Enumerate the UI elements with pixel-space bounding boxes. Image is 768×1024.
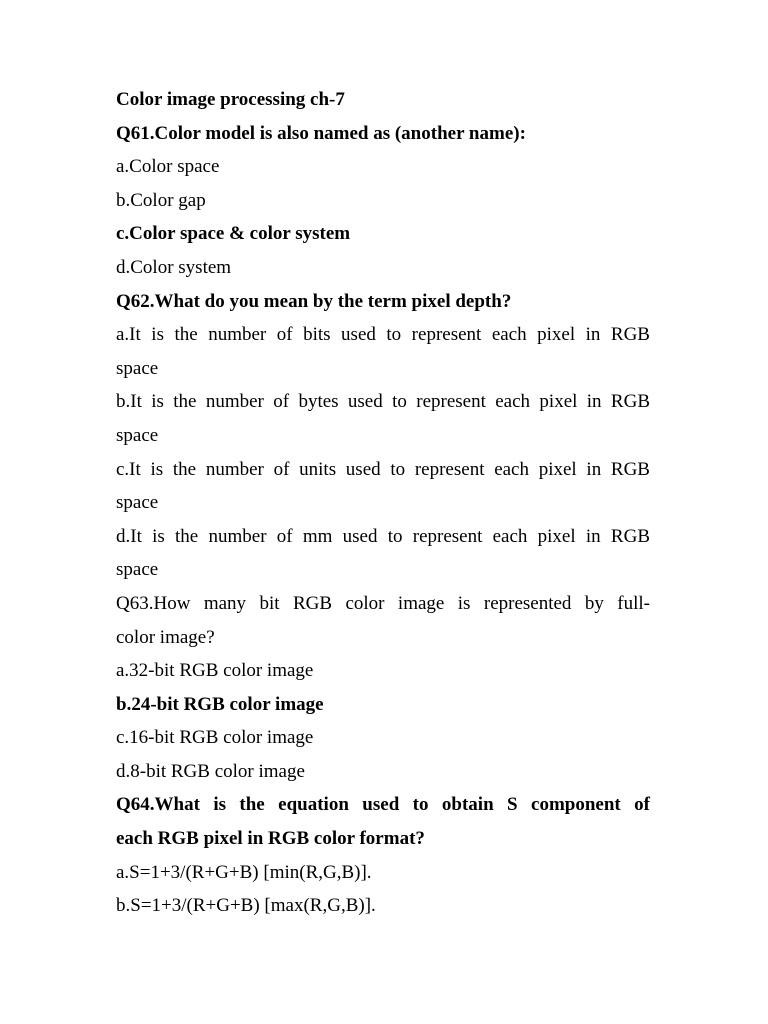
page-heading: Color image processing ch-7	[116, 89, 345, 110]
question-63-continued: color image?	[116, 626, 215, 648]
q63-option-a: a.32-bit RGB color image	[116, 660, 314, 682]
q62-option-c-continued: space	[116, 492, 159, 514]
q61-option-c-answer: c.Color space & color system	[116, 223, 351, 245]
q61-option-b: b.Color gap	[116, 189, 206, 211]
document-page	[116, 83, 650, 923]
question-63: Q63.How many bit RGB color image is represented by full-	[116, 592, 650, 614]
question-62: Q62.What do you mean by the term pixel depth?	[116, 290, 512, 312]
q62-option-b: b.It is the number of bytes used to represent each pixel in RGB	[116, 391, 650, 413]
question-64-continued: each RGB pixel in RGB color format?	[116, 828, 425, 850]
q61-option-a: a.Color space	[116, 156, 220, 178]
q61-option-d: d.Color system	[116, 256, 232, 278]
q63-option-b-answer: b.24-bit RGB color image	[116, 693, 324, 715]
q64-option-a: a.S=1+3/(R+G+B) [min(R,G,B)].	[116, 861, 372, 883]
q62-option-b-continued: space	[116, 424, 159, 446]
q62-option-d: d.It is the number of mm used to represent each pixel in RGB	[116, 525, 650, 547]
q64-option-b: b.S=1+3/(R+G+B) [max(R,G,B)].	[116, 895, 376, 917]
q63-option-c: c.16-bit RGB color image	[116, 727, 314, 749]
q63-option-d: d.8-bit RGB color image	[116, 760, 305, 782]
question-64: Q64.What is the equation used to obtain S component of	[116, 794, 650, 816]
q62-option-a-continued: space	[116, 357, 159, 379]
question-61: Q61.Color model is also named as (another name):	[116, 122, 526, 144]
q62-option-d-continued: space	[116, 559, 159, 581]
q62-option-c: c.It is the number of units used to represent each pixel in RGB	[116, 458, 650, 480]
q62-option-a: a.It is the number of bits used to represent each pixel in RGB	[116, 324, 650, 346]
